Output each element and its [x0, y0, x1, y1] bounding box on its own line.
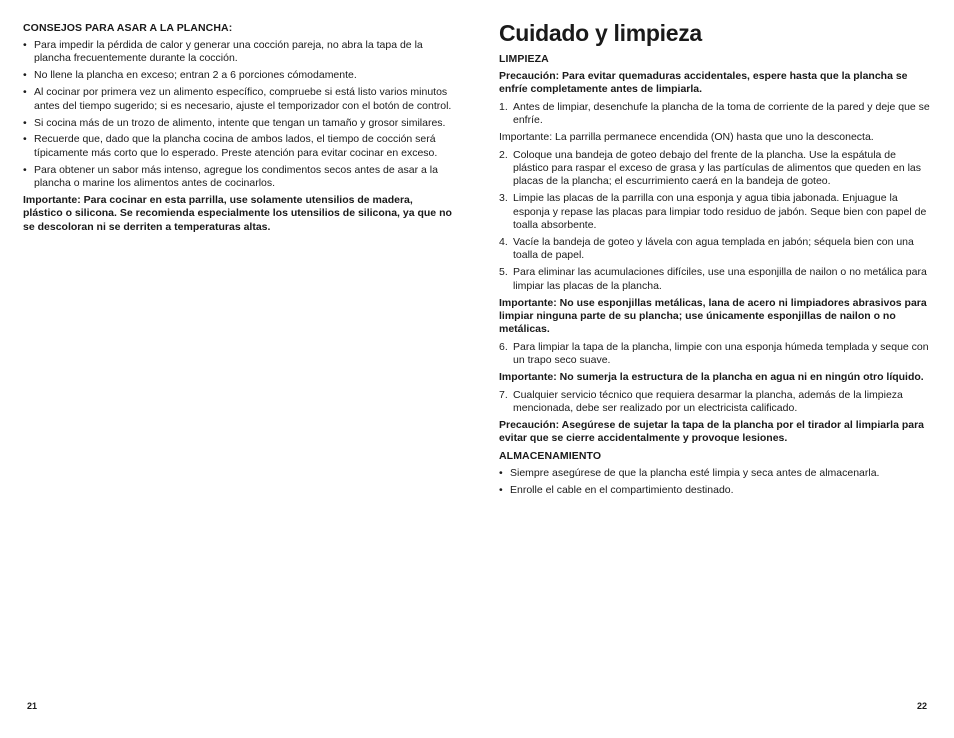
storage-heading: ALMACENAMIENTO — [499, 449, 602, 462]
list-item: • Si cocina más de un trozo de alimento, intente que tengan un tamaño y grosor similares. — [23, 117, 455, 130]
important-utensils-note: Importante: Para cocinar en esta parrilla, use solamente utensilios de madera, plástico o silicona. Se recomienda especialmente los utensilios de silicona, ya que no se descoloran ni se derriten a temperaturas altas. — [23, 194, 452, 233]
step-text: Limpie las placas de la parrilla con una esponja y agua tibia jabonada. Enjuague la esponja y repase las placas para limpiar todo residuo de jabón. Seque bien con papel de toalla absorbente. — [513, 192, 927, 232]
list-item — [499, 341, 932, 368]
step-number: 1. — [499, 100, 508, 113]
cleaning-steps-3 — [499, 341, 932, 368]
cleaning-steps-2 — [499, 149, 932, 294]
storage-list — [499, 467, 932, 497]
right-page — [499, 20, 932, 500]
cleaning-steps-1 — [499, 101, 932, 128]
step-text: Antes de limpiar, desenchufe la plancha de la toma de corriente de la pared y deje que se enfríe. — [513, 100, 930, 127]
list-item — [499, 101, 932, 128]
step-number: 7. — [499, 388, 508, 401]
list-item: • Enrolle el cable en el compartimiento destinado. — [499, 484, 932, 497]
page-number-left: 21 — [27, 701, 38, 711]
list-item — [499, 266, 932, 293]
grilling-tips-heading: CONSEJOS PARA ASAR A LA PLANCHA: — [23, 22, 233, 34]
list-item — [499, 192, 932, 232]
step-number: 5. — [499, 266, 508, 279]
list-item: • No llene la plancha en exceso; entran 2 a 6 porciones cómodamente. — [23, 69, 455, 82]
important-no-metal: Importante: No use esponjillas metálicas, lana de acero ni limpiadores abrasivos para limpiar ninguna parte de su plancha; use únicamente esponjillas de nailon o no metálicas. — [499, 296, 927, 336]
cleaning-steps-4 — [499, 389, 932, 416]
list-item: • Para obtener un sabor más intenso, agregue los condimentos secos antes de asar a la plancha o marine los alimentos antes de cocinarlos. — [23, 164, 455, 191]
step-text: Vacíe la bandeja de goteo y lávela con agua templada en jabón; séquela bien con una toalla de papel. — [513, 235, 914, 262]
list-item — [499, 389, 932, 416]
note-on-state: Importante: La parrilla permanece encendida (ON) hasta que uno la desconecta. — [499, 131, 874, 144]
cleaning-heading: LIMPIEZA — [499, 53, 549, 65]
left-page — [23, 22, 455, 234]
step-text: Coloque una bandeja de goteo debajo del frente de la plancha. Use la espátula de plástico para raspar el exceso de grasa y las partículas de alimentos que queden en las placas de la plancha; el escurrimiento caerá en la bandeja de goteo. — [513, 148, 921, 188]
list-item: • Recuerde que, dado que la plancha cocina de ambos lados, el tiempo de cocción será típicamente más corto que lo esperado. Preste atención para evitar cocinar en exceso. — [23, 133, 455, 160]
step-number: 2. — [499, 148, 508, 161]
list-item: • Al cocinar por primera vez un alimento específico, compruebe si está listo varios minutos antes del tiempo sugerido; si es necesario, ajuste el temporizador con el botón de control. — [23, 86, 455, 113]
list-item — [499, 236, 932, 263]
step-text: Cualquier servicio técnico que requiera desarmar la plancha, además de la limpieza mencionada, debe ser realizado por un electricista calificado. — [513, 388, 903, 414]
caution-lid: Precaución: Asegúrese de sujetar la tapa de la plancha por el tirador al limpiarla para evitar que se cierre accidentalmente y provoque lesiones. — [499, 418, 925, 445]
list-item: • Siempre asegúrese de que la plancha esté limpia y seca antes de almacenarla. — [499, 467, 932, 480]
step-text: Para eliminar las acumulaciones difíciles, use una esponjilla de nailon o no metálica para limpiar las placas de la plancha. — [513, 266, 927, 292]
grilling-tips-list — [23, 39, 455, 191]
page-number-right: 22 — [917, 701, 928, 711]
step-text: Para limpiar la tapa de la plancha, limpie con una esponja húmeda templada y seque con un trapo seco suave. — [513, 340, 929, 367]
list-item: • Para impedir la pérdida de calor y generar una cocción pareja, no abra la tapa de la plancha frecuentemente durante la cocción. — [23, 39, 455, 66]
step-number: 6. — [499, 340, 508, 353]
page-title: Cuidado y limpieza — [499, 20, 702, 46]
important-no-immerse: Importante: No sumerja la estructura de la plancha en agua ni en ningún otro líquido. — [499, 371, 924, 384]
step-number: 3. — [499, 192, 508, 205]
list-item — [499, 149, 932, 189]
step-number: 4. — [499, 235, 508, 248]
caution-burns: Precaución: Para evitar quemaduras accidentales, espere hasta que la plancha se enfríe completamente antes de limpiarla. — [499, 70, 908, 96]
